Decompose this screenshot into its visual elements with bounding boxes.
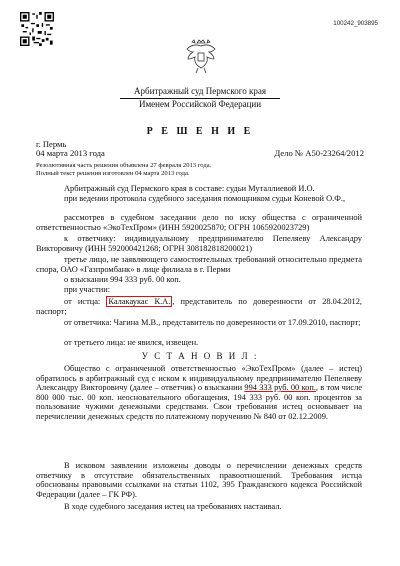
full-text-note: Полный текст решения изготовлен 04 марта 2013 года.: [36, 170, 190, 177]
plaintiff-rep-prefix: от истца:: [64, 297, 107, 306]
finding-claim-amount-highlight: 994 333 руб. 00 коп.: [244, 383, 316, 393]
court-name: [0, 86, 400, 99]
plaintiff-representative: [36, 297, 362, 316]
defendant: к ответчику: индивидуальному предпринимателю Пепеляеву Александру Викторовичу (ИНН 592000421268; ОГРН 308182818200021): [36, 234, 362, 253]
city: г. Пермь: [36, 139, 67, 149]
finding-hearing: В ходе судебного заседания истец на требованиях настаивал.: [64, 502, 282, 511]
document-title: Р Е Ш Е Н И Е: [146, 126, 254, 137]
protocol-clerk: при ведении протокола судебного заседания помощником судьи Коневой О.Ф.,: [64, 194, 346, 203]
resolutive-part-note: Резолютивная часть решения объявлена 27 февраля 2013 года.: [36, 162, 212, 169]
claim-amount: о взыскании 994 333 руб. 00 коп.: [64, 275, 181, 284]
section-title-established: У С Т А Н О В И Л :: [141, 351, 259, 361]
attendance-heading: при участии:: [64, 285, 111, 294]
plaintiff-rep-name-highlight: Калакаукас К.А.: [108, 297, 171, 306]
finding-arguments: В исковом заявлении изложены доводы о перечислении денежных средств ответчику в отсутствие обязательственных правоотношений. Требования истца обоснованы правовыми ссылками на статьи 1102, 395 Гражданского кодекса Российской Федерации (далее – ГК РФ).: [36, 461, 362, 499]
third-party: третье лицо, не заявляющего самостоятельных требований относительно предмета спора, ОАО «Газпромбанк» в лице филиала в г. Перми: [36, 255, 362, 274]
third-party-attendance: от третьего лица: не явился, извещен.: [64, 338, 199, 347]
qr-code: [20, 12, 54, 46]
coat-of-arms-emblem: [184, 38, 218, 76]
plaintiff-rep-suffix: , представитель по доверенности от 28.04.2012, паспорт;: [36, 297, 362, 316]
case-number: Дело № А50-23264/2012: [274, 148, 364, 158]
court-subtitle: Именем Российской Федерации: [138, 99, 262, 109]
court-composition: Арбитражный суд Пермского края в составе: судьи Муталлиевой И.О.: [64, 184, 315, 193]
finding-claim-text-a: Общество с ограниченной ответственностью «ЭкоТехПром» (далее – истец) обратилось в арбитражный суд с иском к индивидуальному предпринимателю Пепеляеву Александру Викторовичу (далее – ответчик) о взыскании: [36, 364, 362, 393]
defendant-representative: от ответчика: Чагина М.В., представитель по доверенности от 17.09.2010, паспорт;: [64, 318, 361, 327]
finding-claim: [36, 364, 362, 422]
decision-date: 04 марта 2013 года: [36, 148, 105, 158]
finding-claim-text-b: , в том числе 800 000 тыс. 00 коп. неосновательного обогащения, 194 333 руб. 00 коп. процентов за пользование чужими денежными средствами. Свои требования истец основывает на перечислении денежных средств по платежному поручению № 840 от 02.12.2009.: [36, 383, 362, 421]
document-id: 100242_903895: [333, 20, 378, 27]
court-name-text: Арбитражный суд Пермского края: [120, 86, 280, 99]
claim-plaintiff: рассмотрев в судебном заседании дело по иску общества с ограниченной ответственностью «ЭкоТехПром» (ИНН 5920025870; ОГРН 1065920023729): [36, 213, 362, 232]
